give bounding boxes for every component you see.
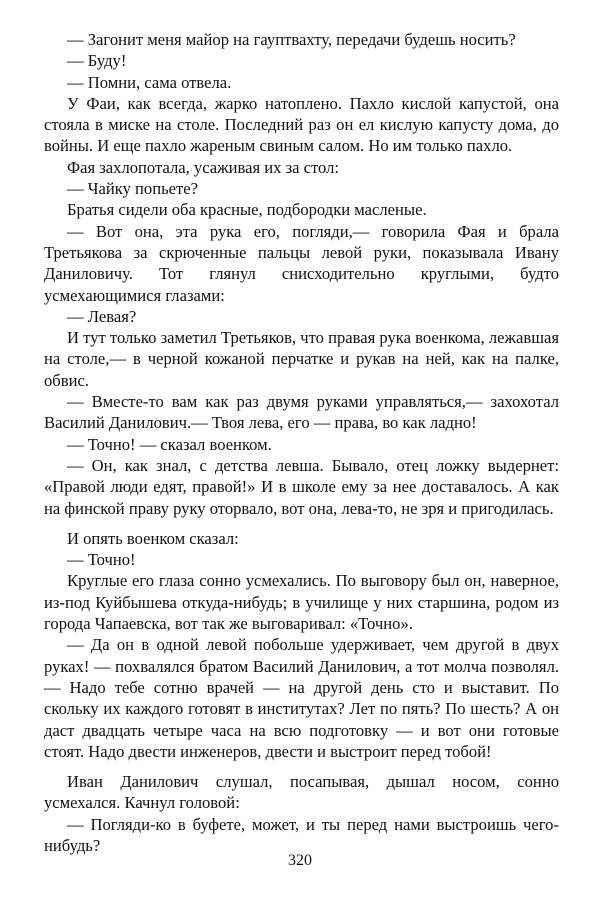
paragraph-13: — Он, как знал, с детства левша. Бывало, отец ложку выдернет: «Правой люди едят, правой!» И в школе ему за нее доставалось. А как на финской праву руку оторвало, вот она, лева-то, не зря и пригодилась. <box>44 455 559 518</box>
paragraph-1: — Загонит меня майор на гауптвахту, передачи будешь носить? <box>67 30 516 49</box>
paragraph-17: — Да он в одной левой побольше удерживает, чем другой в двух руках! — похвалялся братом Василий Данилович, а тот молча позволял.— Надо тебе сотню врачей — на другой день сто и выставит. По скольку их каждого готовят в институтах? Лет по пять? По шесть? А он даст двадцать четыре часа на всю подготовку — и вот они готовые стоят. Надо двести инженеров, двести и выстроит перед тобой! <box>44 635 559 761</box>
paragraph-2: — Буду! <box>67 51 127 71</box>
paragraph-7: Братья сидели оба красные, подбородки масленые. <box>67 200 427 220</box>
paragraph-8: — Вот она, эта рука его, погляди,— говорила Фая и брала Третьякова за скрюченные пальцы левой руки, показывала Ивану Даниловичу. Тот глянул снисходительно круглыми, будто усмехающимися глазами: <box>44 221 559 305</box>
paragraph-10: И тут только заметил Третьяков, что правая рука военкома, лежавшая на столе,— в черной кожаной перчатке и рукав на ней, как на палке, обвис. <box>44 328 559 390</box>
paragraph-14: И опять военком сказал: <box>67 528 239 548</box>
page-number: 320 <box>288 852 312 869</box>
page-body <box>44 29 559 856</box>
paragraph-3: — Помни, сама отвела. <box>67 72 232 92</box>
paragraph-19: — Погляди-ко в буфете, может, и ты перед нами выстроишь чего-нибудь? <box>44 814 559 855</box>
paragraph-6: — Чайку попьете? <box>67 179 199 199</box>
paragraph-9: — Левая? <box>67 306 137 326</box>
paragraph-5: Фая захлопотала, усаживая их за стол: <box>67 157 340 177</box>
paragraph-12: — Точно! — сказал военком. <box>67 434 272 454</box>
paragraph-16: Круглые его глаза сонно усмехались. По выговору был он, наверное, из-под Куйбышева откуда-нибудь; в училище у них старшина, родом из города Чапаевска, вот так же выговаривал: «Точно». <box>44 571 559 634</box>
paragraph-18: Иван Данилович слушал, посапывая, дышал носом, сонно усмехался. Качнул головой: <box>44 772 559 813</box>
paragraph-11: — Вместе-то вам как раз двумя руками управляться,— захохотал Василий Данилович.— Твоя лева, его — права, во как ладно! <box>44 392 559 433</box>
paragraph-4: У Фаи, как всегда, жарко натоплено. Пахло кислой капустой, она стояла в миске на столе. Последний раз он ел кислую капусту дома, до войны. И еще пахло жареным свиным салом. Но им только пахло. <box>44 93 559 156</box>
paragraph-15: — Точно! <box>67 550 136 570</box>
